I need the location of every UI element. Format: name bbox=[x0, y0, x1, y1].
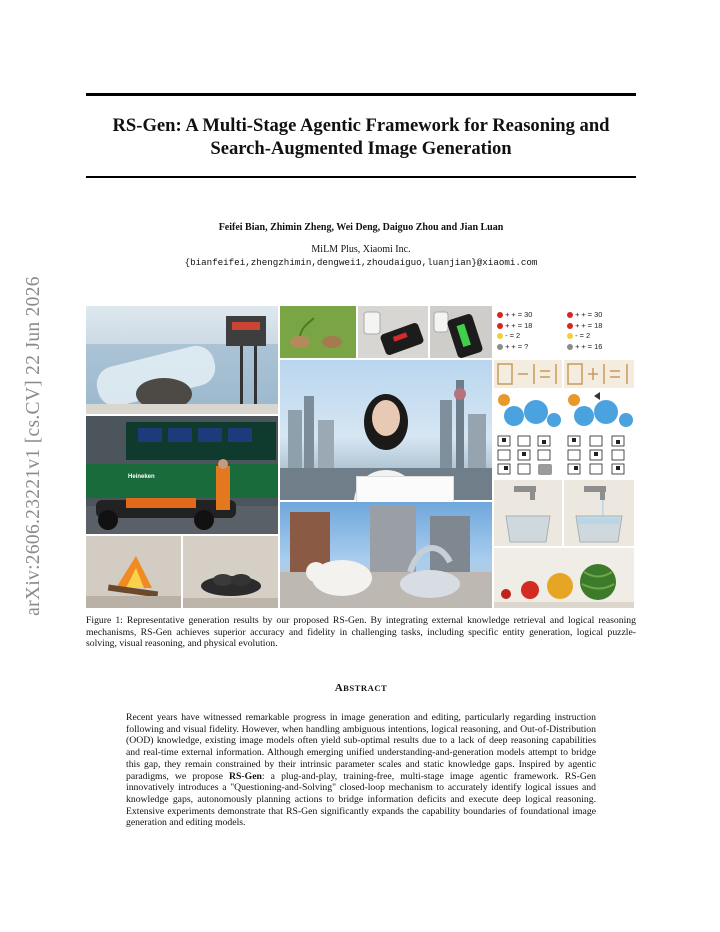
puzzle-right-line-4: + + = 16 bbox=[575, 341, 603, 351]
gears-question-image bbox=[494, 390, 562, 430]
tile-water-experiment bbox=[86, 306, 278, 414]
tile-campfire bbox=[86, 536, 181, 608]
title-rule-top bbox=[86, 93, 636, 96]
abstract-body bbox=[126, 712, 596, 829]
puzzle-left-line-1: + + = 30 bbox=[505, 310, 533, 319]
puzzle-left-equations bbox=[497, 310, 532, 352]
tile-matchstick-question bbox=[494, 360, 562, 388]
abstract-heading-rest: BSTRACT bbox=[343, 683, 388, 693]
arxiv-id-text: arXiv:2606.23221v1 [cs.CV] 22 Jun 2026 bbox=[23, 276, 44, 616]
charcoal-image bbox=[183, 536, 278, 608]
pig-sculpture-image bbox=[280, 502, 492, 608]
tile-fruit-equation-answer bbox=[564, 306, 634, 358]
author-emails: {bianfeifei,zhengzhimin,dengwei1,zhoudaiguo,luanjian}@xiaomi.com bbox=[184, 257, 538, 268]
tile-pig-sculpture bbox=[280, 502, 492, 608]
puzzle-left-line-2: + + = 18 bbox=[505, 320, 533, 330]
puzzle-right-line-1: + + = 30 bbox=[575, 310, 603, 319]
author-list: Feifei Bian, Zhimin Zheng, Wei Deng, Daiguo Zhou and Jian Luan bbox=[218, 222, 504, 233]
gears-answer-image bbox=[564, 390, 634, 430]
campfire-image bbox=[86, 536, 181, 608]
tile-faucet-full-bucket bbox=[564, 480, 634, 546]
tile-grid-pattern-question bbox=[494, 432, 562, 478]
f1-car-image bbox=[86, 416, 278, 534]
abstract-bold-rs-gen: RS-Gen bbox=[229, 770, 262, 782]
tile-faucet-empty-bucket bbox=[494, 480, 562, 546]
water-experiment-image bbox=[86, 306, 278, 414]
matchstick-answer-image bbox=[564, 360, 634, 388]
puzzle-left-line-4: + + = ? bbox=[505, 341, 529, 351]
abstract-text-part-1: Recent years have witnessed remarkable progress in image generation and editing, particularly regarding instruction following and visual fidelity. However, when handling ambiguous intentions, logical reasoning, and Out-of-Distribution (OOD) knowledge, existing image models often yield sub-optimal results due to a lack of deep reasoning capabilities and real-time external information. Although emerging unified understanding-and-generation models attempt to bridge this gap, they remain constrained by their intrinsic parameter scales and static knowledge gaps. Inspired by agentic paradigms, we propose bbox=[126, 712, 596, 782]
tile-f1-grand-prix bbox=[86, 416, 278, 534]
abstract-heading bbox=[86, 682, 636, 694]
faucet-full-image bbox=[564, 480, 634, 546]
tile-charcoal bbox=[183, 536, 278, 608]
tile-grid-pattern-answer bbox=[564, 432, 634, 478]
faucet-empty-image bbox=[494, 480, 562, 546]
tile-phone-charging-green bbox=[430, 306, 492, 358]
tile-rs-gen-portrait bbox=[280, 360, 492, 500]
grid-pattern-question-image bbox=[494, 432, 562, 478]
grid-pattern-answer-image bbox=[564, 432, 634, 478]
tile-matchstick-answer bbox=[564, 360, 634, 388]
phone-full-battery-image bbox=[430, 306, 492, 358]
figure-caption: Figure 1: Representative generation results by our proposed RS-Gen. By integrating external knowledge retrieval and logical reasoning mechanisms, RS-Gen achieves superior accuracy and fidelity in challenging tasks, including specific entity generation, logical puzzle-solving, visual reasoning, and physical evolution. bbox=[86, 615, 636, 650]
tile-sprouting-seeds bbox=[280, 306, 356, 358]
puzzle-right-equations bbox=[567, 310, 602, 352]
title-line-1: RS-Gen: A Multi-Stage Agentic Framework for Reasoning and bbox=[112, 115, 610, 136]
affiliation: MiLM Plus, Xiaomi Inc. bbox=[311, 244, 411, 255]
title-rule-bottom bbox=[86, 176, 636, 178]
abstract-heading-initial: A bbox=[334, 682, 344, 694]
heineken-banner: Heineken bbox=[128, 474, 155, 480]
tile-gears-answer bbox=[564, 390, 634, 430]
arxiv-identifier bbox=[14, 236, 54, 656]
puzzle-right-line-2: + + = 18 bbox=[575, 320, 603, 330]
fruit-row-image bbox=[494, 548, 634, 608]
title-line-2: Search-Augmented Image Generation bbox=[210, 138, 512, 159]
tile-fruit-equation-question bbox=[494, 306, 562, 358]
phone-low-battery-image bbox=[358, 306, 428, 358]
seeds-image bbox=[280, 306, 356, 358]
tile-phone-charging-red bbox=[358, 306, 428, 358]
puzzle-right-line-3: - = 2 bbox=[575, 331, 591, 340]
figure-1-collage bbox=[86, 306, 634, 608]
tile-gears-question bbox=[494, 390, 562, 430]
puzzle-left-line-3: - = 2 bbox=[505, 331, 521, 340]
abstract-text-part-2: : a plug-and-play, training-free, multi-stage image agentic framework. RS-Gen innovatively introduces a "Questioning-and-Solving" closed-loop mechanism to accurately identify logical issues and knowledge gaps, autonomously planning actions to bridge information deficits and execute deep logical reasoning. Extensive experiments demonstrate that RS-Gen significantly expands the capability boundaries of foundational image generation and editing models. bbox=[126, 770, 596, 829]
paper-title bbox=[86, 114, 636, 160]
tile-fruit-row bbox=[494, 548, 634, 608]
matchstick-question-image bbox=[494, 360, 562, 388]
